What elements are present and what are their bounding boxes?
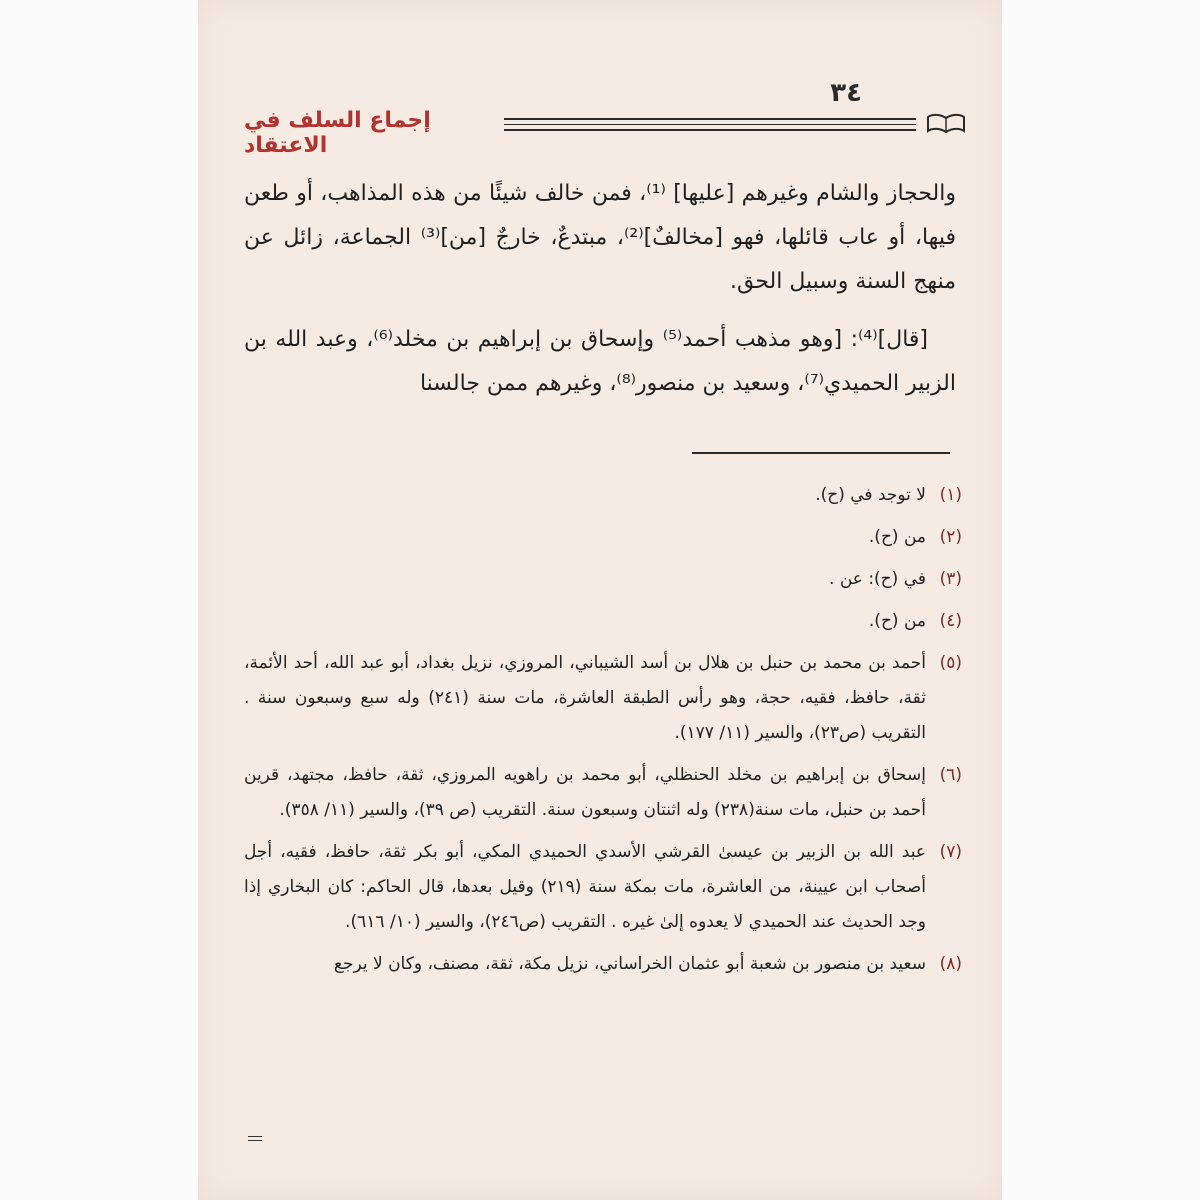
footnote-text: عبد الله بن الزبير بن عيسىٰ القرشي الأسدي الحميدي المكي، أبو بكر ثقة، حافظ، فقيه، أجل أصحاب ابن عيينة، من العاشرة، مات بمكة سنة (٢١٩) وقيل بعدها، قال الحاكم: كان البخاري إذا وجد الحديث عند الحميدي لا يعدوه إلىٰ غيره . التقريب (ص٢٤٦)، والسير (١٠/ ٦١٦). [244,842,926,932]
main-text [244,172,956,420]
footnote [244,835,962,940]
paragraph: والحجاز والشام وغيرهم [عليها] ⁽¹⁾، فمن خالف شيئًا من هذه المذاهب، أو طعن فيها، أو عاب قائلها، فهو [مخالفٌ]⁽²⁾، مبتدعٌ، خارجٌ [من]⁽³⁾ الجماعة، زائل عن منهج السنة وسبيل الحق. [244,181,956,294]
footnote-text: من (ح). [868,527,926,547]
footnote-number: (٧) [939,842,962,862]
footnote-number: (٥) [939,653,962,673]
footnote-text: إسحاق بن إبراهيم بن مخلد الحنظلي، أبو محمد بن راهويه المروزي، ثقة، حافظ، مجتهد، قرين أحمد بن حنبل، مات سنة(٢٣٨) وله اثنتان وسبعون سنة. التقريب (ص ٣٩)، والسير (١١/ ٣٥٨). [244,765,926,820]
footnote-number: (١) [939,485,962,505]
running-header [234,108,966,158]
open-book-icon [926,112,966,134]
footnote [244,604,962,639]
footnote-number: (٣) [939,569,962,589]
footnote-text: في (ح): عن . [829,569,926,589]
book-page [198,0,1002,1200]
footnote [244,520,962,555]
continuation-mark [248,1136,262,1144]
header-title: إجماع السلف في الاعتقاد [244,108,431,158]
footnote-text: سعيد بن منصور بن شعبة أبو عثمان الخراساني، نزيل مكة، ثقة، مصنف، وكان لا يرجع [333,954,926,974]
footnote [244,758,962,828]
footnote [244,562,962,597]
footnote [244,947,962,982]
footnote-text: أحمد بن محمد بن حنبل بن هلال بن أسد الشيباني، المروزي، نزيل بغداد، أبو عبد الله، أحد الأئمة، ثقة، حافظ، فقيه، حجة، وهو رأس الطبقة العاشرة، مات سنة (٢٤١) وله سبع وسبعون سنة . التقريب (ص٢٣)، والسير (١١/ ١٧٧). [244,653,926,743]
footnote-number: (٤) [939,611,962,631]
footnote [244,646,962,751]
footnote-number: (٦) [939,765,962,785]
footnote-number: (٢) [939,527,962,547]
page-number: ٣٤ [830,78,862,108]
footnotes [244,478,962,989]
paragraph: [قال]⁽⁴⁾: [وهو مذهب أحمد⁽⁵⁾ وإسحاق بن إبراهيم بن مخلد⁽⁶⁾، وعبد الله بن الزبير الحميدي⁽⁷⁾، وسعيد بن منصور⁽⁸⁾، وغيرهم ممن جالسنا [244,327,956,396]
footnote [244,478,962,513]
header-rules [504,118,916,135]
footnote-separator [692,452,950,454]
footnote-text: من (ح). [868,611,926,631]
footnote-text: لا توجد في (ح). [815,485,926,505]
footnote-number: (٨) [939,954,962,974]
